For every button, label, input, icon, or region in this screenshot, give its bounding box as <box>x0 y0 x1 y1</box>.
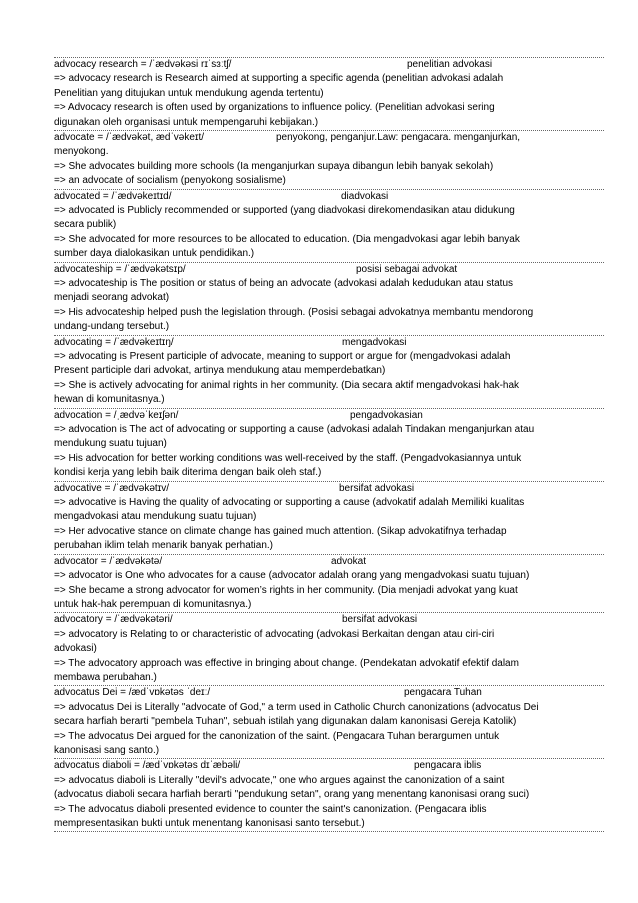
dictionary-entry <box>54 130 604 189</box>
entry-term-pronunciation: advocating = /ˈædvəkeɪtɪŋ/ <box>54 336 174 348</box>
entry-example-line: mempresentasikan bukti untuk menentang kanonisasi santo tersebut.) <box>54 817 365 829</box>
entry-term-pronunciation: advocate = /ˈædvəkət, ædˈvəkeɪt/ <box>54 132 205 144</box>
entry-headword-line <box>54 409 604 423</box>
entry-translation: bersifat advokasi <box>342 614 418 626</box>
entry-example-line: => Her advocative stance on climate change has gained much attention. (Sikap advokatifnya terhadap <box>54 525 507 537</box>
dictionary-entry <box>54 335 604 408</box>
entry-headword-line <box>54 263 604 277</box>
entry-example-line: sumber daya dialokasikan untuk pendidikan.) <box>54 248 255 260</box>
entry-example-line: hewan di komunitasnya.) <box>54 394 165 406</box>
entry-headword-line <box>54 686 604 700</box>
entry-definition-line: => advocatus diaboli is Literally "devil's advocate," one who argues against the canonization of a saint <box>54 774 505 786</box>
dictionary-entry <box>54 612 604 685</box>
entry-definition-line: Present participle dari advokat, artinya mendukung atau memperdebatkan) <box>54 365 386 377</box>
entry-definition-line: mendukung suatu tujuan) <box>54 438 167 450</box>
entry-definition-line: => advocated is Publicly recommended or supported (yang diadvokasi direkomendasikan atau didukung <box>54 205 515 217</box>
entry-translation: bersifat advokasi <box>339 482 415 494</box>
dictionary-entry <box>54 189 604 262</box>
entry-definition-line: (advocatus diaboli secara harfiah berarti "pendukung setan", orang yang menentang kanonisasi orang suci) <box>54 789 530 801</box>
entry-definition-line: => She advocates building more schools (Ia menganjurkan supaya dibangun lebih banyak sekolah) <box>54 160 494 172</box>
entry-definition-line: advokasi) <box>54 643 97 655</box>
entry-term-pronunciation: advocacy research = /ˈædvəkəsi rɪˈsɜːtʃ/ <box>54 59 232 70</box>
entry-headword-line <box>54 336 604 350</box>
entry-headword-line <box>54 613 604 627</box>
dictionary-entry <box>54 554 604 613</box>
entry-translation: advokat <box>331 555 367 567</box>
entry-translation: mengadvokasi <box>342 336 407 348</box>
entry-definition-line: mengadvokasi atau mendukung suatu tujuan) <box>54 511 257 523</box>
dictionary-entry <box>54 481 604 554</box>
entry-definition-line: => advocacy research is Research aimed at supporting a specific agenda (penelitian advokasi adalah <box>54 73 504 85</box>
dictionary-entry <box>54 262 604 335</box>
entry-headword-line <box>54 482 604 496</box>
entry-example-line: => His advocation for better working conditions was well-received by the staff. (Pengadvokasiannya untuk <box>54 452 522 464</box>
entry-translation: diadvokasi <box>341 190 389 202</box>
entry-example-line: => The advocatus Dei argued for the canonization of the saint. (Pengacara Tuhan berargumen untuk <box>54 730 500 742</box>
entry-translation: pengadvokasian <box>350 409 423 421</box>
entry-definition-line: => advocateship is The position or status of being an advocate (advokasi adalah kedudukan atau status <box>54 278 514 290</box>
entry-example-line: => Advocacy research is often used by organizations to influence policy. (Penelitian advokasi sering <box>54 102 495 114</box>
entry-definition-line: => advocatus Dei is Literally "advocate of God," a term used in Catholic Church canonizations (advocatus Dei <box>54 701 539 713</box>
dictionary-entry <box>54 758 604 832</box>
entry-translation: posisi sebagai advokat <box>356 263 458 275</box>
entry-definition-line: secara publik) <box>54 219 117 231</box>
entry-definition-line: menjadi seorang advokat) <box>54 292 170 304</box>
dictionary-entry <box>54 408 604 481</box>
entry-example-line: digunakan oleh organisasi untuk mempengaruhi kebijakan.) <box>54 116 319 128</box>
entry-example-line: kanonisasi sang santo.) <box>54 744 160 756</box>
entry-translation: penyokong, penganjur.Law: pengacara. menganjurkan, <box>276 132 521 144</box>
entry-example-line: kondisi kerja yang lebih baik diterima dengan baik oleh staf.) <box>54 467 322 479</box>
entry-example-line: => She became a strong advocator for women’s rights in her community. (Dia menjadi advokat yang kuat <box>54 584 518 596</box>
dictionary-entry <box>54 57 604 130</box>
entry-definition-line: secara harfiah berarti "pembela Tuhan", sebuah istilah yang digunakan dalam kanonisasi Gereja Katolik) <box>54 716 517 728</box>
entry-term-pronunciation: advocatus Dei = /ædˈvɒkətəs ˈdeɪː/ <box>54 687 211 699</box>
entry-example-line: membawa perubahan.) <box>54 671 157 683</box>
dictionary-entry <box>54 685 604 758</box>
entry-headword-line <box>54 759 604 773</box>
entry-translation: pengacara Tuhan <box>404 687 482 699</box>
entry-definition-line: menyokong. <box>54 146 109 158</box>
dictionary-entries <box>54 57 604 832</box>
entry-example-line: => His advocateship helped push the legislation through. (Posisi sebagai advokatnya membantu mendorong <box>54 306 534 318</box>
entry-definition-line: => advocating is Present participle of advocate, meaning to support or argue for (mengadvokasi adalah <box>54 351 511 363</box>
entry-definition-line: Penelitian yang ditujukan untuk mendukung agenda tertentu) <box>54 87 324 99</box>
entry-example-line: undang-undang tersebut.) <box>54 321 170 333</box>
entry-example-line: untuk hak-hak perempuan di komunitasnya.) <box>54 598 252 610</box>
entry-term-pronunciation: advocative = /ˈædvəkətɪv/ <box>54 482 170 494</box>
entry-example-line: => She is actively advocating for animal rights in her community. (Dia secara aktif mengadvokasi hak-hak <box>54 379 520 391</box>
entry-definition-line: => an advocate of socialism (penyokong sosialisme) <box>54 175 286 187</box>
entry-headword-line <box>54 58 604 72</box>
entry-definition-line: => advocation is The act of advocating or supporting a cause (advokasi adalah Tindakan menganjurkan atau <box>54 424 535 436</box>
entry-example-line: => The advocatus diaboli presented evidence to counter the saint's canonization. (Pengacara iblis <box>54 803 487 815</box>
entry-term-pronunciation: advocation = /ˌædvəˈkeɪʃən/ <box>54 409 179 421</box>
entry-headword-line <box>54 131 604 145</box>
entry-example-line: perubahan iklim telah menarik banyak perhatian.) <box>54 540 274 552</box>
entry-term-pronunciation: advocateship = /ˈædvəkətsɪp/ <box>54 263 186 275</box>
entry-translation: penelitian advokasi <box>407 59 493 70</box>
entry-translation: pengacara iblis <box>414 760 482 772</box>
entry-example-line: => The advocatory approach was effective in bringing about change. (Pendekatan advokatif efektif dalam <box>54 657 519 669</box>
entry-term-pronunciation: advocatory = /ˈædvəkətəri/ <box>54 614 173 626</box>
entry-term-pronunciation: advocator = /ˈædvəkətə/ <box>54 555 163 567</box>
entry-headword-line <box>54 555 604 569</box>
entry-term-pronunciation: advocated = /ˈædvəkeɪtɪd/ <box>54 190 172 202</box>
entry-example-line: => She advocated for more resources to be allocated to education. (Dia mengadvokasi agar lebih banyak <box>54 233 520 245</box>
entry-definition-line: => advocator is One who advocates for a cause (advocator adalah orang yang mengadvokasi suatu tujuan) <box>54 570 530 582</box>
entry-definition-line: => advocatory is Relating to or characteristic of advocating (advokasi Berkaitan dengan atau ciri-ciri <box>54 628 495 640</box>
entry-headword-line <box>54 190 604 204</box>
entry-term-pronunciation: advocatus diaboli = /ædˈvɒkətəs dɪˈæbəli/ <box>54 760 241 772</box>
entry-definition-line: => advocative is Having the quality of advocating or supporting a cause (advokatif adalah Memiliki kualitas <box>54 497 525 509</box>
